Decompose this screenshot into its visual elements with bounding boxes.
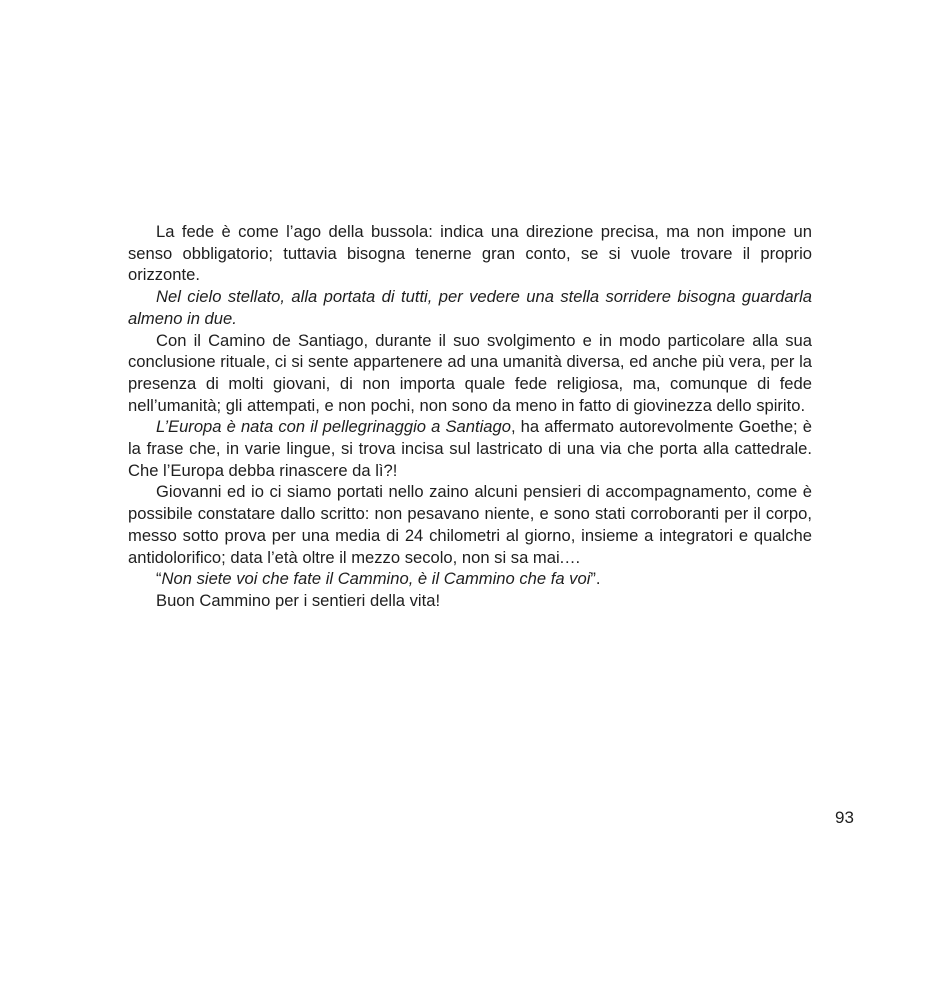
paragraph-text: , ha affermato autorevolmente Goethe; è la frase che, in varie lingue, si trova incisa sul lastricato di una via che porta alla cattedrale. Che l’Europa debba rinascere da lì?!	[128, 417, 812, 480]
close-quote: ”.	[590, 569, 601, 589]
page-number: 93	[835, 808, 854, 827]
paragraph-faith-compass	[128, 221, 812, 286]
paragraph-cammino-quote	[128, 568, 812, 590]
paragraph-starry-sky-quote	[128, 286, 812, 329]
paragraph-text: Giovanni ed io ci siamo portati nello zaino alcuni pensieri di accompagnamento, come è possibile constatare dallo scritto: non pesavano niente, e sono stati corroboranti per il corpo, messo sotto prova per una media di 24 chilometri al giorno, insieme a integratori e qualche antidolorifico; data l’età oltre il mezzo secolo, non si sa mai.…	[128, 482, 812, 567]
paragraph-text: La fede è come l’ago della bussola: indica una direzione precisa, ma non impone un senso obbligatorio; tuttavia bisogna tenerne gran conto, se si vuole trovare il proprio orizzonte.	[128, 222, 812, 285]
paragraph-backpack-thoughts	[128, 481, 812, 568]
paragraph-goethe-europe	[128, 416, 812, 481]
paragraph-closing-wish	[128, 590, 812, 612]
open-quote: “	[156, 569, 162, 589]
paragraph-text: Buon Cammino per i sentieri della vita!	[156, 590, 441, 610]
italic-quote: Non siete voi che fate il Cammino, è il Cammino che fa voi	[161, 569, 591, 589]
paragraph-text: Con il Camino de Santiago, durante il suo svolgimento e in modo particolare alla sua conclusione rituale, ci si sente appartenere ad una umanità diversa, ed anche più vera, per la presenza di molti giovani, di non importa quale fede religiosa, ma, comunque di fede nell’umanità; gli attempati, e non pochi, non sono da meno in fatto di giovinezza dello spirito.	[128, 330, 812, 415]
italic-quote: L’Europa è nata con il pellegrinaggio a Santiago	[156, 417, 511, 437]
body-text	[128, 221, 812, 612]
paragraph-camino	[128, 330, 812, 417]
italic-quote: Nel cielo stellato, alla portata di tutti, per vedere una stella sorridere bisogna guardarla almeno in due.	[128, 287, 812, 328]
